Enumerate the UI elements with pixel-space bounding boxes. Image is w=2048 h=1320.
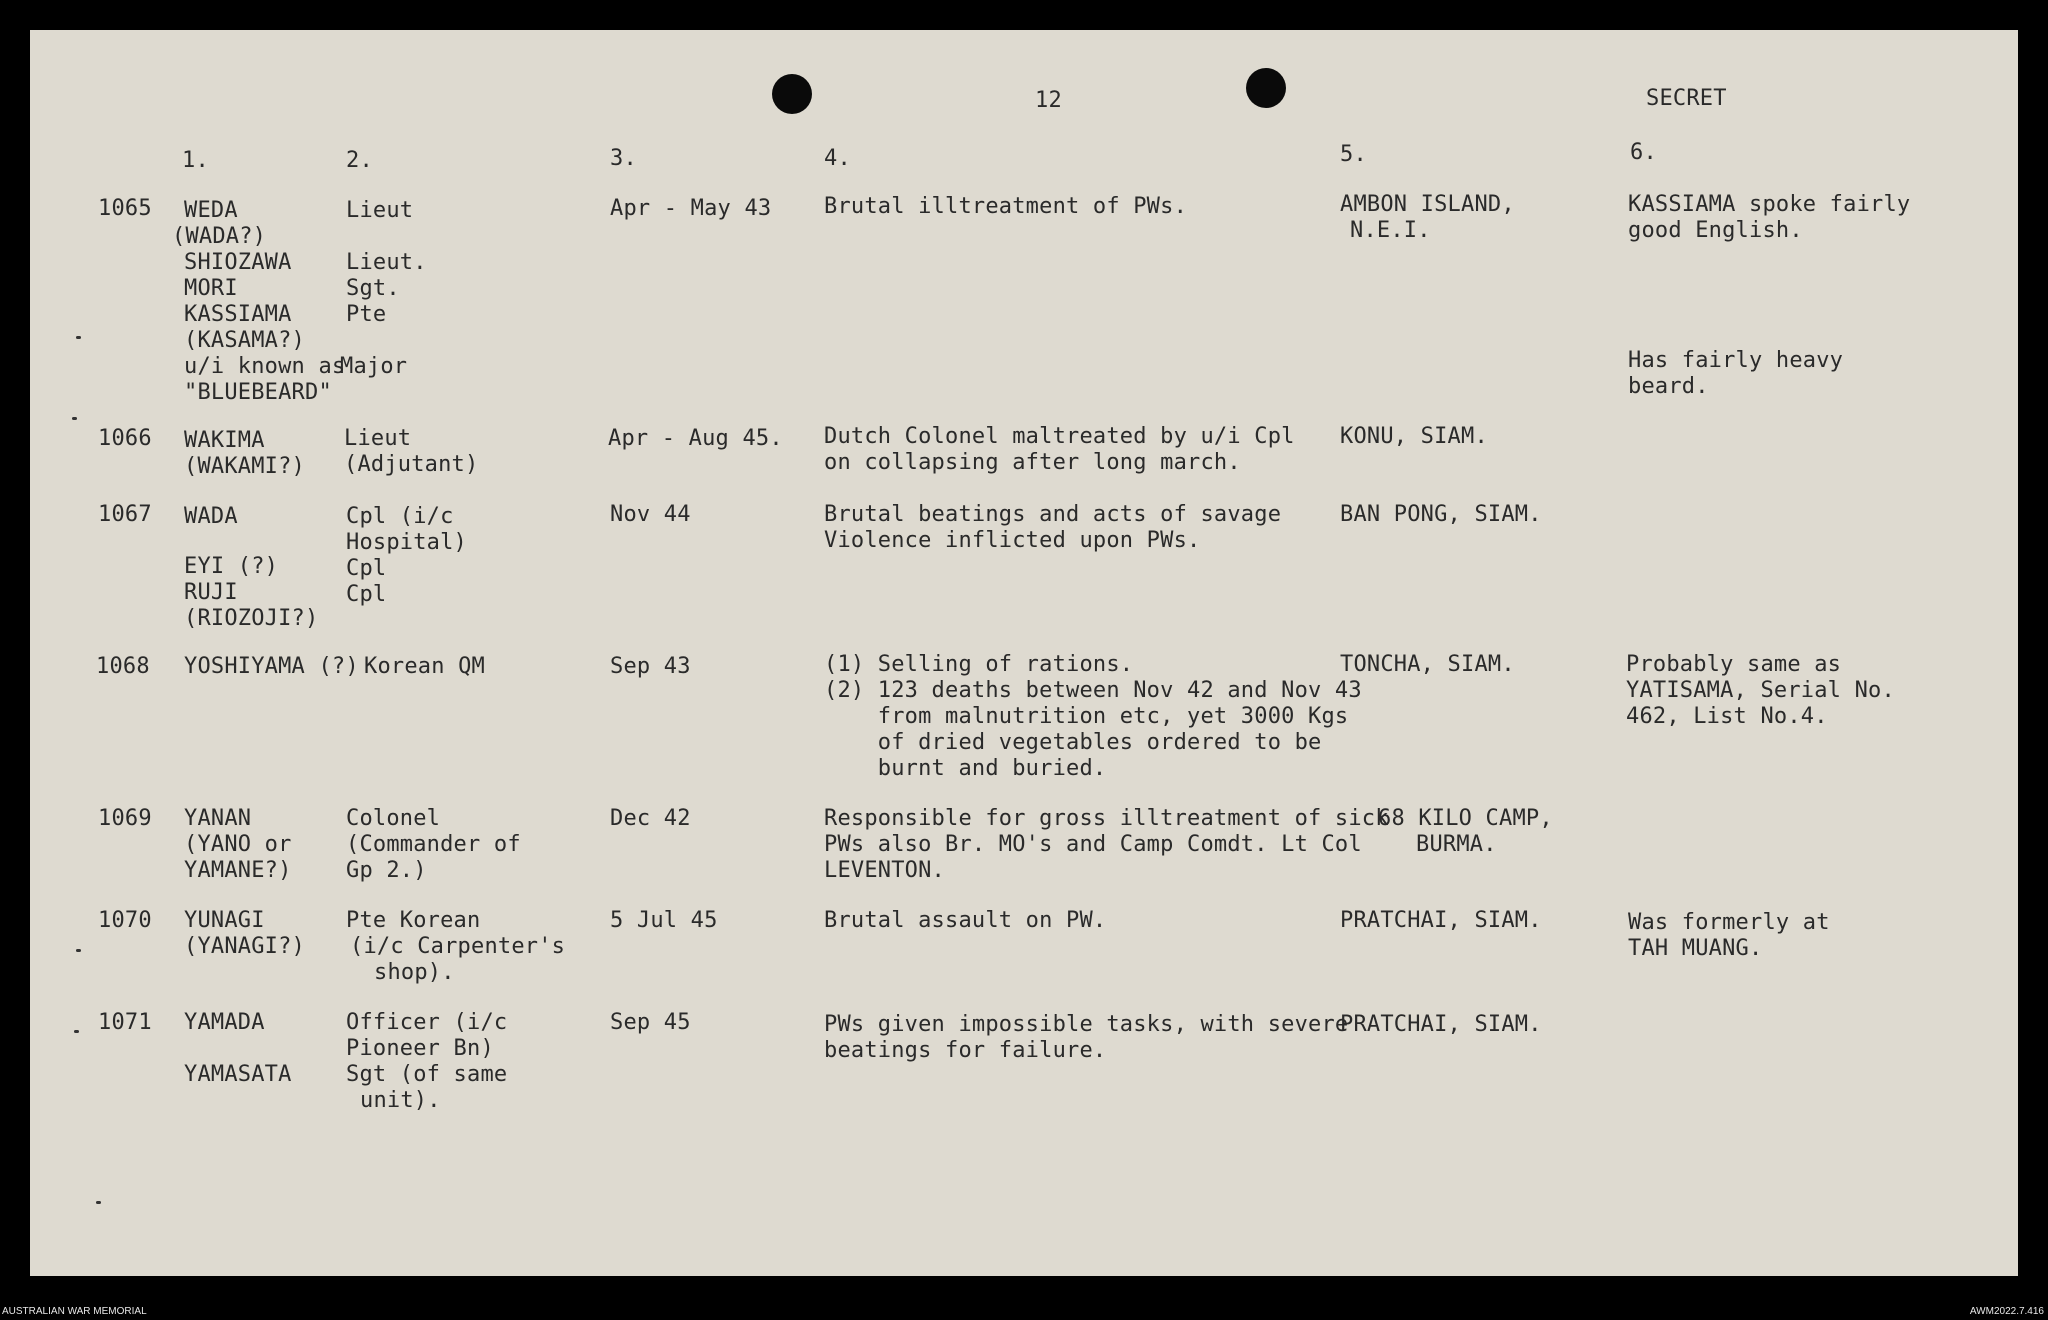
date: Apr - May 43 [610,196,772,221]
offence: LEVENTON. [824,858,946,883]
date: Sep 45 [610,1010,691,1035]
rank: Major [340,354,408,379]
offence: of dried vegetables ordered to be [824,730,1322,755]
location: 68 KILO CAMP, [1378,806,1553,831]
offence: (2) 123 deaths between Nov 42 and Nov 43 [824,678,1362,703]
name: u/i known as [184,354,346,379]
offence: beatings for failure. [824,1038,1107,1063]
remarks: YATISAMA, Serial No. [1626,678,1895,703]
column-header-1: 1. [182,148,209,173]
document-page [30,30,2018,1276]
rank: Gp 2.) [346,858,427,883]
margin-mark [96,1201,101,1204]
serial-number: 1068 [96,654,150,679]
serial-number: 1066 [98,426,152,451]
name: WAKIMA [184,428,265,453]
remarks: 462, List No.4. [1626,704,1828,729]
remarks: KASSIAMA spoke fairly [1628,192,1911,217]
name: YAMANE?) [184,858,292,883]
name: YOSHIYAMA (?) [184,654,359,679]
date: Nov 44 [610,502,691,527]
name: MORI [184,276,238,301]
remarks: good English. [1628,218,1803,243]
name: (WADA?) [172,224,267,249]
location: TONCHA, SIAM. [1340,652,1515,677]
remarks: Probably same as [1626,652,1842,677]
date: Dec 42 [610,806,691,831]
rank: Cpl [346,556,387,581]
rank: shop). [374,960,455,985]
margin-mark [74,1030,79,1033]
location: BAN PONG, SIAM. [1340,502,1542,527]
name: KASSIAMA [184,302,292,327]
offence: Brutal beatings and acts of savage [824,502,1282,527]
serial-number: 1067 [98,502,152,527]
rank: (Commander of [346,832,521,857]
offence: on collapsing after long march. [824,450,1241,475]
offence: Dutch Colonel maltreated by u/i Cpl [824,424,1295,449]
column-header-3: 3. [610,146,637,171]
name: SHIOZAWA [184,250,292,275]
rank: Pte [346,302,387,327]
page-number: 12 [1035,88,1062,113]
offence: PWs given impossible tasks, with severe [824,1012,1349,1037]
name: YAMADA [184,1010,265,1035]
rank: Sgt (of same [346,1062,508,1087]
serial-number: 1070 [98,908,152,933]
date: Apr - Aug 45. [608,426,783,451]
offence: (1) Selling of rations. [824,652,1134,677]
location: PRATCHAI, SIAM. [1340,908,1542,933]
rank: (Adjutant) [344,452,479,477]
rank: Hospital) [346,530,468,555]
rank: Officer (i/c [346,1010,508,1035]
remarks: Was formerly at [1628,910,1830,935]
rank: Lieut. [346,250,427,275]
classification-label: SECRET [1646,86,1727,111]
offence: Responsible for gross illtreatment of sick [824,806,1389,831]
name: YANAN [184,806,252,831]
rank: Cpl [346,582,387,607]
date: 5 Jul 45 [610,908,718,933]
serial-number: 1071 [98,1010,152,1035]
rank: Korean QM [364,654,486,679]
name: YUNAGI [184,908,265,933]
location: N.E.I. [1350,218,1431,243]
remarks: Has fairly heavy [1628,348,1844,373]
margin-mark [72,417,77,420]
column-header-6: 6. [1630,140,1657,165]
name: WADA [184,504,238,529]
serial-number: 1065 [98,196,152,221]
name: (YANAGI?) [184,934,306,959]
serial-number: 1069 [98,806,152,831]
offence: Violence inflicted upon PWs. [824,528,1201,553]
margin-mark [76,949,81,952]
column-header-2: 2. [346,148,373,173]
offence: from malnutrition etc, yet 3000 Kgs [824,704,1349,729]
column-header-4: 4. [824,146,851,171]
rank: Colonel [346,806,441,831]
name: (RIOZOJI?) [184,606,319,631]
remarks: TAH MUANG. [1628,936,1763,961]
name: YAMASATA [184,1062,292,1087]
name: (WAKAMI?) [184,454,306,479]
footer-credit: AUSTRALIAN WAR MEMORIAL [2,1306,147,1317]
name: (YANO or [184,832,292,857]
remarks: beard. [1628,374,1709,399]
margin-mark [76,336,81,339]
location: BURMA. [1416,832,1497,857]
rank: Pioneer Bn) [346,1036,494,1061]
rank: Lieut [344,426,412,451]
rank: Pte Korean [346,908,481,933]
date: Sep 43 [610,654,691,679]
offence: Brutal assault on PW. [824,908,1107,933]
footer-accession-number: AWM2022.7.416 [1969,1306,2044,1317]
name: "BLUEBEARD" [184,380,332,405]
rank: (i/c Carpenter's [350,934,566,959]
column-header-5: 5. [1340,142,1367,167]
name: EYI (?) [184,554,279,579]
offence: Brutal illtreatment of PWs. [824,194,1188,219]
location: KONU, SIAM. [1340,424,1488,449]
rank: Sgt. [346,276,400,301]
location: AMBON ISLAND, [1340,192,1515,217]
name: (KASAMA?) [184,328,306,353]
location: PRATCHAI, SIAM. [1340,1012,1542,1037]
rank: unit). [360,1088,441,1113]
punch-hole-right [1246,68,1286,108]
rank: Cpl (i/c [346,504,454,529]
offence: burnt and buried. [824,756,1107,781]
name: RUJI [184,580,238,605]
name: WEDA [184,198,238,223]
offence: PWs also Br. MO's and Camp Comdt. Lt Col [824,832,1362,857]
punch-hole-left [772,74,812,114]
rank: Lieut [346,198,414,223]
